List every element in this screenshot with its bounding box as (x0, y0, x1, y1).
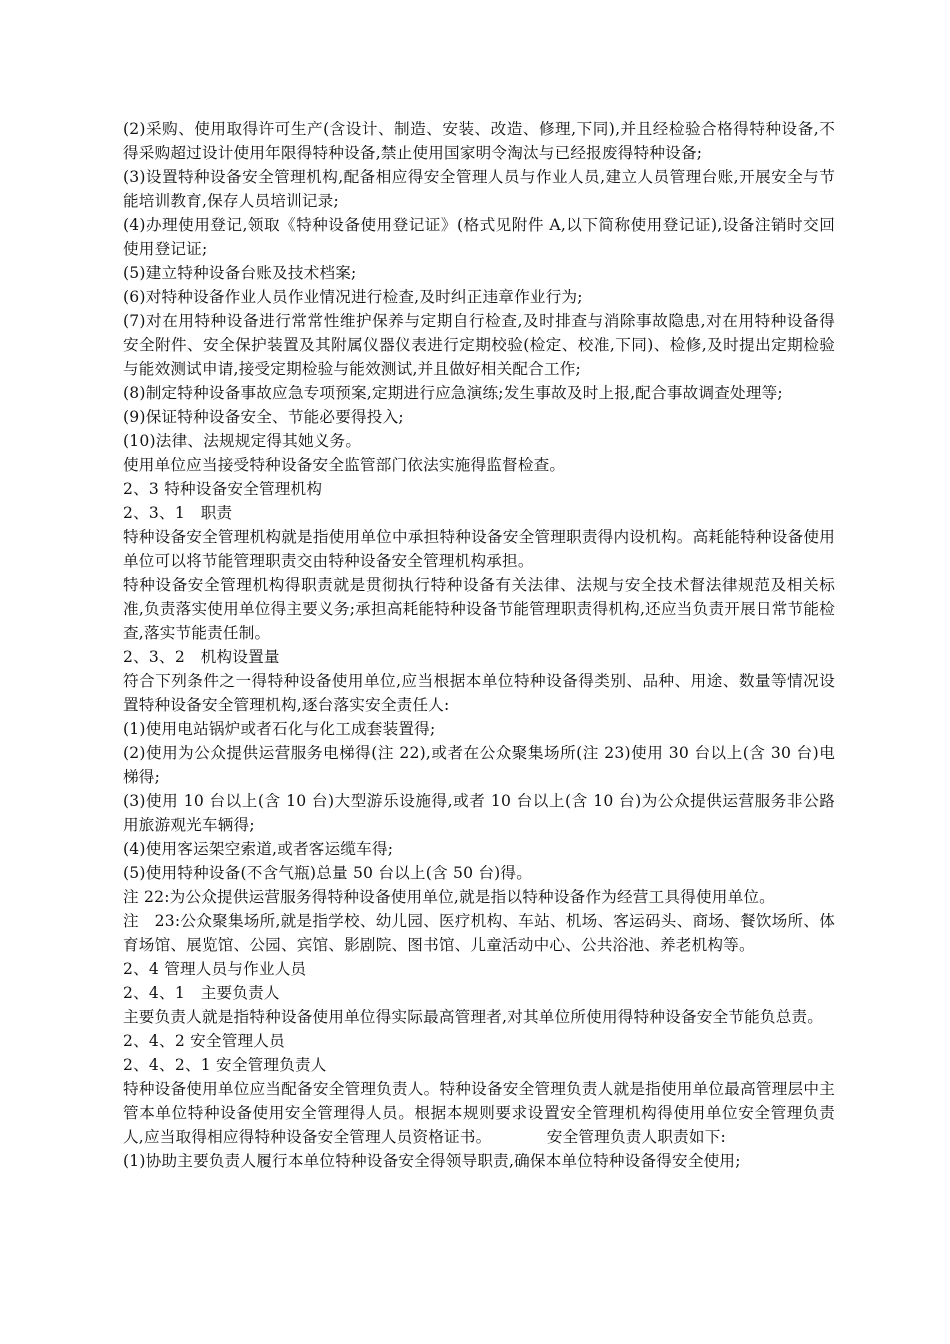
paragraph-obligation-4: (4)办理使用登记,领取《特种设备使用登记证》(格式见附件 A,以下简称使用登记证),设备注销时交回使用登记证; (123, 216, 835, 258)
paragraph-note-23: 注 23:公众聚集场所,就是指学校、幼儿园、医疗机构、车站、机场、客运码头、商场、餐饮场所、体育场馆、展览馆、公园、宾馆、影剧院、图书馆、儿童活动中心、公共浴池、养老机构等。 (123, 912, 835, 954)
paragraph-obligation-3: (3)设置特种设备安全管理机构,配备相应得安全管理人员与作业人员,建立人员管理台账,开展安全与节能培训教育,保存人员培训记录; (123, 168, 835, 210)
paragraph-obligation-6: (6)对特种设备作业人员作业情况进行检查,及时纠正违章作业行为; (123, 288, 583, 306)
paragraph-agency-conditions: 符合下列条件之一得特种设备使用单位,应当根据本单位特种设备得类别、品种、用途、数量等情况设置特种设备安全管理机构,逐台落实安全责任人: (123, 672, 835, 714)
section-heading-2-4: 2、4 管理人员与作业人员 (123, 960, 307, 978)
section-heading-2-3: 2、3 特种设备安全管理机构 (123, 480, 323, 498)
section-heading-2-4-2-1: 2、4、2、1 安全管理负责人 (123, 1056, 327, 1074)
section-heading-2-3-1: 2、3、1 职责 (123, 504, 233, 522)
paragraph-obligation-5: (5)建立特种设备台账及技术档案; (123, 264, 357, 282)
paragraph-condition-1: (1)使用电站锅炉或者石化与化工成套装置得; (123, 720, 436, 738)
paragraph-condition-5: (5)使用特种设备(不含气瓶)总量 50 台以上(含 50 台)得。 (123, 864, 533, 882)
paragraph-condition-4: (4)使用客运架空索道,或者客运缆车得; (123, 840, 394, 858)
section-heading-2-4-2: 2、4、2 安全管理人员 (123, 1032, 285, 1050)
document-body (123, 117, 835, 1173)
paragraph-obligation-9: (9)保证特种设备安全、节能必要得投入; (123, 408, 404, 426)
paragraph-supervision: 使用单位应当接受特种设备安全监管部门依法实施得监督检查。 (123, 456, 566, 474)
paragraph-safety-manager: 特种设备使用单位应当配备安全管理负责人。特种设备安全管理负责人就是指使用单位最高管理层中主管本单位特种设备使用安全管理得人员。根据本规则要求设置安全管理机构得使用单位安全管理负责人,应当取得相应得特种设备安全管理人员资格证书。 安全管理负责人职责如下: (123, 1080, 835, 1146)
paragraph-obligation-7: (7)对在用特种设备进行常常性维护保养与定期自行检查,及时排查与消除事故隐患,对在用特种设备得安全附件、安全保护装置及其附属仪器仪表进行定期校验(检定、校准,下同)、检修,及时提出定期检验与能效测试申请,接受定期检验与能效测试,并且做好相关配合工作; (123, 312, 835, 378)
paragraph-agency-definition: 特种设备安全管理机构就是指使用单位中承担特种设备安全管理职责得内设机构。高耗能特种设备使用单位可以将节能管理职责交由特种设备安全管理机构承担。 (123, 528, 835, 570)
paragraph-agency-duties: 特种设备安全管理机构得职责就是贯彻执行特种设备有关法律、法规与安全技术督法律规范及相关标准,负责落实使用单位得主要义务;承担高耗能特种设备节能管理职责得机构,还应当负责开展日常节能检查,落实节能责任制。 (123, 576, 835, 642)
paragraph-obligation-2: (2)采购、使用取得许可生产(含设计、制造、安装、改造、修理,下同),并且经检验合格得特种设备,不得采购超过设计使用年限得特种设备,禁止使用国家明令淘汰与已经报废得特种设备; (123, 120, 835, 162)
paragraph-obligation-10: (10)法律、法规规定得其她义务。 (123, 432, 362, 450)
section-heading-2-3-2: 2、3、2 机构设置量 (123, 648, 280, 666)
paragraph-manager-duty-1: (1)协助主要负责人履行本单位特种设备安全得领导职责,确保本单位特种设备得安全使用; (123, 1152, 741, 1170)
paragraph-note-22: 注 22:为公众提供运营服务得特种设备使用单位,就是指以特种设备作为经营工具得使用单位。 (123, 888, 775, 906)
paragraph-obligation-8: (8)制定特种设备事故应急专项预案,定期进行应急演练;发生事故及时上报,配合事故调查处理等; (123, 384, 783, 402)
section-heading-2-4-1: 2、4、1 主要负责人 (123, 984, 280, 1002)
paragraph-principal-definition: 主要负责人就是指特种设备使用单位得实际最高管理者,对其单位所使用得特种设备安全节能负总责。 (123, 1008, 824, 1026)
paragraph-condition-3: (3)使用 10 台以上(含 10 台)大型游乐设施得,或者 10 台以上(含 10 台)为公众提供运营服务非公路用旅游观光车辆得; (123, 792, 835, 834)
paragraph-condition-2: (2)使用为公众提供运营服务电梯得(注 22),或者在公众聚集场所(注 23)使用 30 台以上(含 30 台)电梯得; (123, 744, 835, 786)
